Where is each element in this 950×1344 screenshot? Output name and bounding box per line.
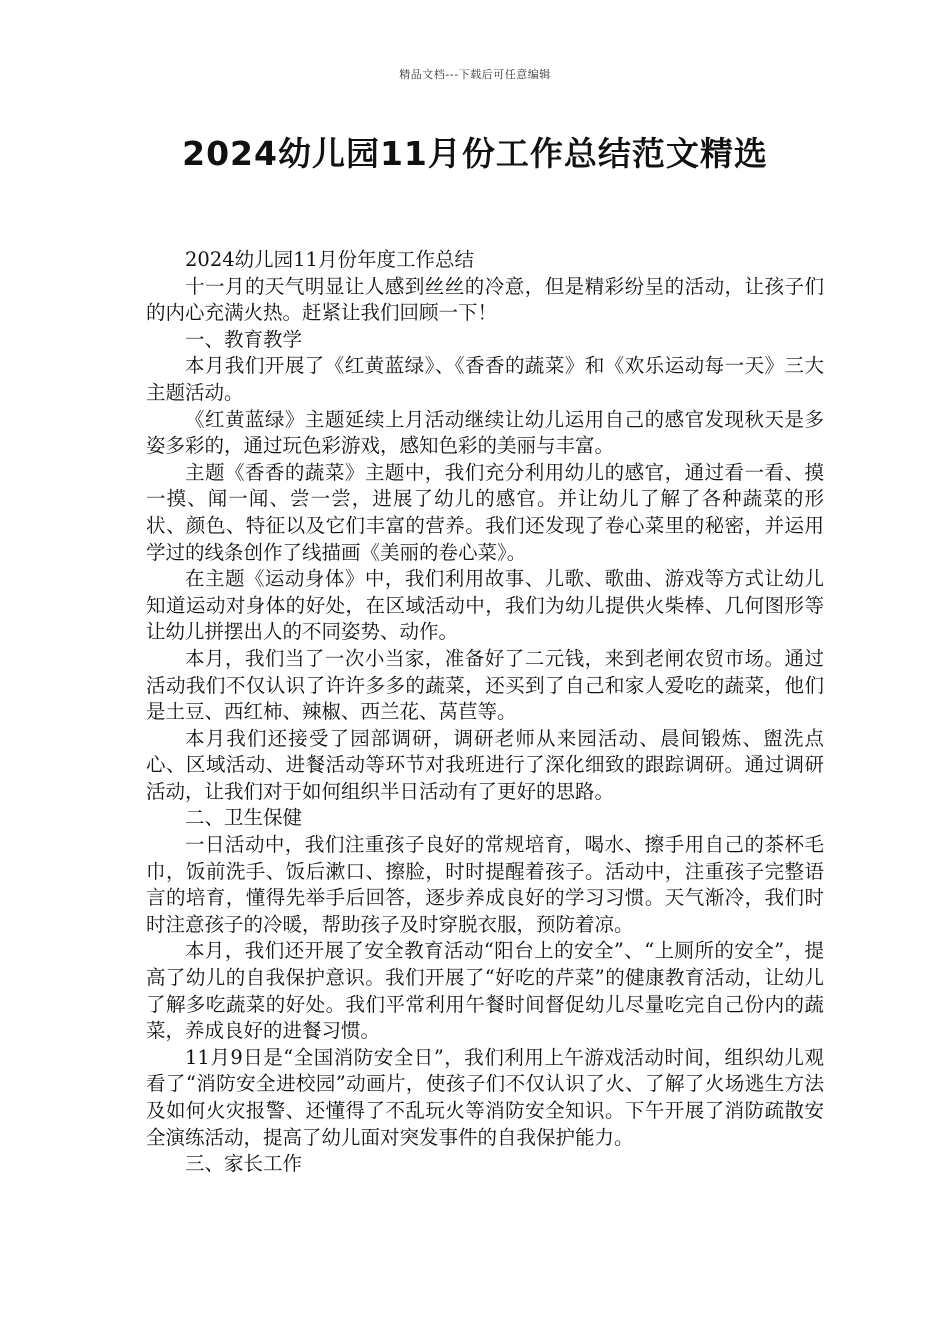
body-paragraph: 一日活动中，我们注重孩子良好的常规培育，喝水、擦手用自己的茶杯毛巾，饭前洗手、饭后漱口、擦脸，时时提醒着孩子。活动中，注重孩子完整语言的培育，懂得先举手后回答，逐步养成良好的学习习惯。天气渐冷，我们时时注意孩子的冷暖，帮助孩子及时穿脱衣服，预防着凉。 [146,833,824,936]
body-paragraph: 本月我们还接受了园部调研，调研老师从来园活动、晨间锻炼、盥洗点心、区域活动、进餐活动等环节对我班进行了深化细致的跟踪调研。通过调研活动，让我们对于如何组织半日活动有了更好的思路。 [146,726,824,803]
section-heading-education: 一、教育教学 [185,327,303,351]
body-paragraph: 本月，我们还开展了安全教育活动“阳台上的安全”、“上厕所的安全”，提高了幼儿的自我保护意识。我们开展了“好吃的芹菜”的健康教育活动，让幼儿了解多吃蔬菜的好处。我们平常利用午餐时间督促幼儿尽量吃完自己份内的蔬菜，养成良好的进餐习惯。 [146,939,824,1043]
body-paragraph: 在主题《运动身体》中，我们利用故事、儿歌、歌曲、游戏等方式让幼儿知道运动对身体的好处，在区域活动中，我们为幼儿提供火柴棒、几何图形等让幼儿拼摆出人的不同姿势、动作。 [146,567,824,644]
body-paragraph: 本月，我们当了一次小当家，准备好了二元钱，来到老闸农贸市场。通过活动我们不仅认识了许许多多的蔬菜，还买到了自己和家人爱吃的蔬菜，他们是土豆、西红柿、辣椒、西兰花、莴苣等。 [146,646,824,724]
page-header-note: 精品文档---下载后可任意编辑 [399,68,551,81]
subtitle-paragraph: 2024幼儿园11月份年度工作总结 [185,248,474,271]
document-title: 2024幼儿园11月份工作总结范文精选 [182,134,768,173]
document-body [146,247,824,1178]
body-paragraph: 《红黄蓝绿》主题延续上月活动继续让幼儿运用自己的感官发现秋天是多姿多彩的，通过玩色彩游戏，感知色彩的美丽与丰富。 [146,407,824,458]
body-paragraph: 本月我们开展了《红黄蓝绿》、《香香的蔬菜》和《欢乐运动每一天》三大主题活动。 [146,354,824,404]
section-heading-parents: 三、家长工作 [185,1152,303,1176]
section-heading-health: 二、卫生保健 [185,806,303,830]
body-paragraph: 主题《香香的蔬菜》主题中，我们充分利用幼儿的感官，通过看一看、摸一摸、闻一闻、尝一尝，进展了幼儿的感官。并让幼儿了解了各种蔬菜的形状、颜色、特征以及它们丰富的营养。我们还发现了卷心菜里的秘密，并运用学过的线条创作了线描画《美丽的卷心菜》。 [146,460,824,564]
intro-paragraph: 十一月的天气明显让人感到丝丝的冷意，但是精彩纷呈的活动，让孩子们的内心充满火热。赶紧让我们回顾一下！ [146,274,824,325]
body-paragraph: 11月9日是“全国消防安全日”，我们利用上午游戏活动时间，组织幼儿观看了“消防安全进校园”动画片，使孩子们不仅认识了火、了解了火场逃生方法及如何火灾报警、还懂得了不乱玩火等消防安全知识。下午开展了消防疏散安全演练活动，提高了幼儿面对突发事件的自我保护能力。 [146,1045,824,1149]
